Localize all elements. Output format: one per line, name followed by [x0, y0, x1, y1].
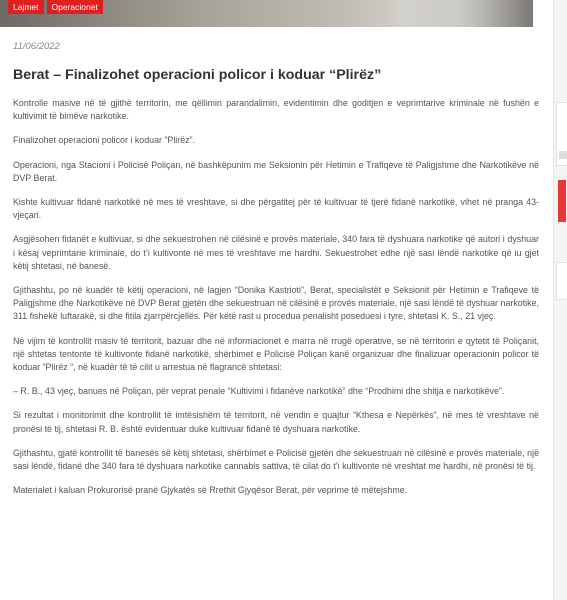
article-paragraph: Kishte kultivuar fidanë narkotikë në mes të vreshtave, si dhe përgatitej për të kultivuar të tjerë fidanë narkotikë, vihet në pranga 43-vjeçari. — [13, 197, 539, 221]
article-paragraph: Asgjësohen fidanët e kultivuar, si dhe sekuestrohen në cilësinë e provës materiale, 340 fara të dyshuara narkotike që autori i dyshuar i kësaj veprimtarie kriminale, do t’i kultivonte në mes të vreshtave me hardhi. Sekuestrohet edhe një sasi lëndë narkotike që iu gjet këtij shtetasi, në banesë. — [13, 234, 539, 271]
sidebar-card[interactable] — [556, 262, 567, 300]
tag-lajmet[interactable]: Lajmet — [8, 0, 44, 14]
article-paragraph: – R. B., 43 vjeç, banues në Poliçan, për veprat penale “Kultivimi i fidanëve narkotikë” dhe “Prodhimi dhe shitja e narkotikëve”. — [13, 386, 505, 397]
publish-date: 11/06/2022 — [13, 41, 60, 52]
article-body — [13, 97, 539, 508]
sidebar-rail — [553, 0, 567, 600]
article-paragraph: Gjithashtu, gjatë kontrollit të banesës së këtij shtetasi, shërbimet e Policisë gjetën dhe sekuestruan në cilësinë e provës materiale, një sasi lëndë, fidanë dhe 340 fara të dyshuara narkotike cannabis sattiva, të cilat do t’i kultivonte në vreshtat me hardhi, në pronësi të tij. — [13, 447, 539, 472]
article-paragraph: Kontrolle masive në të gjithë territorin, me qëllimin parandalimin, evidentimin dhe goditjen e veprimtarive kriminale në fushën e kultivimit të bimëve narkotike. — [13, 98, 539, 122]
hero-image-highlight — [380, 0, 533, 27]
sidebar-accent — [558, 180, 566, 222]
sidebar-card[interactable] — [556, 102, 567, 166]
article-paragraph: Operacioni, nga Stacioni i Policisë Poliçan, në bashkëpunim me Seksionin për Hetimin e Trafiqeve të Paligjshme dhe Narkotikëve në DVP Berat. — [13, 159, 539, 183]
article-paragraph: Gjithashtu, po në kuadër të këtij operacioni, në lagjen “Donika Kastrioti”, Berat, specialistët e Seksionit për Hetimin e Trafiqeve të Paligjshme dhe Narkotikëve në DVP Berat gjetën dhe sekuestruan në cilësinë e provës materiale, një sasi lëndë të dyshuar narkotike, 311 fishekë luftarakë, si dhe fitila zjarrpërcjellës. Për këtë rast u procedua penalisht poseduesi i tyre, shtetasi K. S., 21 vjeç. — [13, 285, 539, 322]
article-paragraph: Si rezultat i monitorimit dhe kontrollit të imtësishëm të territorit, në vendin e quajtur “Kthesa e Nepërkës”, në mes të vreshtave në pronësi të tij, shtetasi R. B. është evidentuar duke kultivuar fidanë të dyshuara narkotike. — [13, 410, 539, 434]
article-title: Berat – Finalizohet operacioni policor i koduar “Plirëz” — [13, 67, 382, 83]
sidebar-card-thumbnail — [559, 151, 567, 159]
article-paragraph: Materialet i kaluan Prokurorisë pranë Gjykatës së Rrethit Gjyqësor Berat, për veprime të mëtejshme. — [13, 485, 408, 496]
category-tags — [8, 0, 103, 14]
hero-image — [0, 0, 533, 27]
article-paragraph: Në vijim të kontrollit masiv të territorit, bazuar dhe në informacionet e marra në rrugë operative, se në territorin e qytetit të Poliçanit, një shtetas tentonte të kultivonte fidanë narkotikë, shërbimet e Policisë Poliçan kanë organizuar dhe finalizuar operacionin policor të koduar “Plirëz “, në kuadër të të cilit u arrestua në flagrancë shtetasi: — [13, 335, 539, 373]
article-paragraph: Finalizohet operacioni policor i koduar “Plirëz”. — [13, 135, 196, 146]
tag-operacionet[interactable]: Operacionet — [47, 0, 103, 14]
